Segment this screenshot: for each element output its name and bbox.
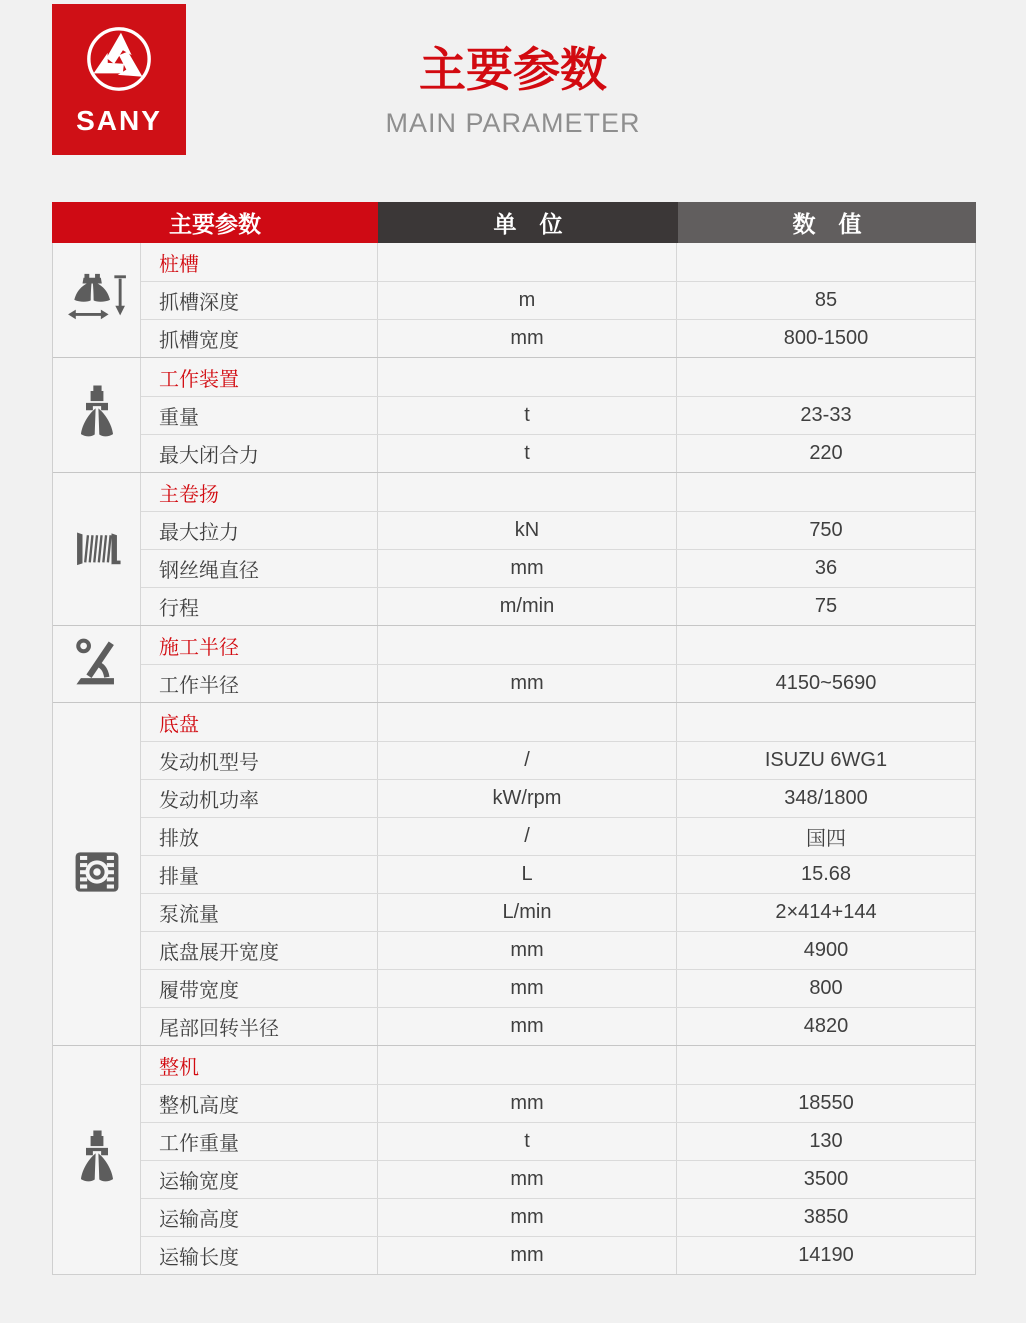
value-cell: 75 (814, 595, 838, 617)
section-rows (141, 703, 975, 1045)
value-cell: ISUZU 6WG1 (764, 749, 888, 771)
table-header-row (52, 202, 976, 243)
table-row (141, 319, 975, 357)
unit-cell: / (378, 742, 677, 779)
param-name-cell: 工作重量 (141, 1123, 378, 1160)
param-name-cell: 发动机功率 (141, 780, 378, 817)
unit-cell: mm (378, 1085, 677, 1122)
value-cell: 36 (814, 557, 838, 579)
unit-cell (378, 243, 677, 281)
unit-cell: m/min (378, 588, 677, 625)
param-name-cell: 履带宽度 (141, 970, 378, 1007)
table-section (53, 472, 975, 625)
unit-cell: mm (378, 1237, 677, 1274)
section-icon-cell (53, 703, 141, 1045)
value-cell: 800 (809, 977, 843, 999)
unit-cell: mm (378, 550, 677, 587)
page-header (0, 44, 1026, 139)
unit-cell (378, 626, 677, 664)
table-row (141, 1160, 975, 1198)
param-name-cell: 行程 (141, 588, 378, 625)
table-row (141, 396, 975, 434)
value-cell (677, 1046, 975, 1084)
param-name-cell: 抓槽宽度 (141, 320, 378, 357)
section-title: 主卷扬 (141, 473, 378, 511)
value-cell: 18550 (798, 1092, 854, 1114)
table-row (141, 549, 975, 587)
section-title: 施工半径 (141, 626, 378, 664)
param-name-cell: 工作半径 (141, 665, 378, 702)
param-name-cell: 尾部回转半径 (141, 1008, 378, 1045)
unit-cell (378, 473, 677, 511)
value-cell: 23-33 (800, 404, 852, 426)
table-row (141, 511, 975, 549)
page-title: 主要参数 (419, 43, 607, 96)
value-cell (677, 626, 975, 664)
section-rows (141, 243, 975, 357)
value-cell: 4150~5690 (775, 672, 877, 694)
table-row (141, 779, 975, 817)
unit-cell (378, 1046, 677, 1084)
radius-icon (72, 636, 122, 693)
table-section (53, 357, 975, 472)
table-row (141, 1198, 975, 1236)
value-cell (677, 358, 975, 396)
param-name-cell: 排量 (141, 856, 378, 893)
table-row (141, 587, 975, 625)
table-row (141, 626, 975, 664)
value-cell (677, 473, 975, 511)
column-header-unit: 单 位 (378, 202, 678, 243)
section-rows (141, 1046, 975, 1274)
table-row (141, 893, 975, 931)
section-icon-cell (53, 473, 141, 625)
table-section (53, 1045, 975, 1274)
unit-cell: mm (378, 320, 677, 357)
unit-cell (378, 358, 677, 396)
section-rows (141, 626, 975, 702)
brand-logo-text: SANY (76, 104, 162, 136)
param-name-cell: 运输宽度 (141, 1161, 378, 1198)
section-title: 桩槽 (141, 243, 378, 281)
param-name-cell: 运输长度 (141, 1237, 378, 1274)
param-name-cell: 重量 (141, 397, 378, 434)
value-cell: 2×414+144 (775, 901, 877, 923)
unit-cell: t (378, 397, 677, 434)
unit-cell: mm (378, 932, 677, 969)
grab-tool-icon (75, 383, 119, 448)
section-rows (141, 358, 975, 472)
value-cell: 750 (809, 519, 843, 541)
grab-tool-icon (75, 1128, 119, 1193)
table-row (141, 473, 975, 511)
section-rows (141, 473, 975, 625)
value-cell: 3500 (803, 1168, 849, 1190)
param-name-cell: 钢丝绳直径 (141, 550, 378, 587)
unit-cell: kW/rpm (378, 780, 677, 817)
section-icon-cell (53, 1046, 141, 1274)
unit-cell: mm (378, 970, 677, 1007)
value-cell: 14190 (798, 1244, 854, 1266)
unit-cell: L/min (378, 894, 677, 931)
value-cell: 220 (809, 442, 843, 464)
track-icon (72, 850, 122, 899)
unit-cell: m (378, 282, 677, 319)
table-section (53, 702, 975, 1045)
table-section (53, 243, 975, 357)
table-row (141, 358, 975, 396)
value-cell: 800-1500 (783, 327, 869, 349)
table-row (141, 741, 975, 779)
table-body (52, 243, 976, 1275)
param-name-cell: 发动机型号 (141, 742, 378, 779)
table-row (141, 434, 975, 472)
winch-icon (68, 525, 126, 574)
section-icon-cell (53, 626, 141, 702)
unit-cell (378, 703, 677, 741)
value-cell: 4900 (803, 939, 849, 961)
unit-cell: t (378, 435, 677, 472)
page-subtitle: MAIN PARAMETER (385, 108, 641, 138)
param-name-cell: 泵流量 (141, 894, 378, 931)
table-row (141, 703, 975, 741)
param-name-cell: 抓槽深度 (141, 282, 378, 319)
column-header-parameter: 主要参数 (52, 202, 378, 243)
value-cell (677, 243, 975, 281)
value-cell: 15.68 (800, 863, 852, 885)
table-row (141, 1122, 975, 1160)
value-cell: 130 (809, 1130, 843, 1152)
spec-table (52, 202, 976, 1275)
unit-cell: mm (378, 1161, 677, 1198)
unit-cell: kN (378, 512, 677, 549)
section-icon-cell (53, 358, 141, 472)
table-row (141, 1236, 975, 1274)
table-row (141, 1007, 975, 1045)
param-name-cell: 排放 (141, 818, 378, 855)
unit-cell: / (378, 818, 677, 855)
table-section (53, 625, 975, 702)
unit-cell: mm (378, 665, 677, 702)
value-cell: 85 (814, 289, 838, 311)
table-row (141, 664, 975, 702)
column-header-value: 数 值 (678, 202, 976, 243)
section-title: 工作装置 (141, 358, 378, 396)
unit-cell: mm (378, 1199, 677, 1236)
table-row (141, 281, 975, 319)
grab-dimensions-icon (66, 271, 128, 330)
table-row (141, 817, 975, 855)
value-cell: 国四 (806, 828, 846, 850)
param-name-cell: 整机高度 (141, 1085, 378, 1122)
section-icon-cell (53, 243, 141, 357)
unit-cell: mm (378, 1008, 677, 1045)
param-name-cell: 运输高度 (141, 1199, 378, 1236)
table-row (141, 931, 975, 969)
table-row (141, 855, 975, 893)
param-name-cell: 底盘展开宽度 (141, 932, 378, 969)
unit-cell: L (378, 856, 677, 893)
section-title: 底盘 (141, 703, 378, 741)
value-cell: 4820 (803, 1015, 849, 1037)
unit-cell: t (378, 1123, 677, 1160)
value-cell: 348/1800 (784, 787, 868, 809)
value-cell: 3850 (803, 1206, 849, 1228)
table-row (141, 1084, 975, 1122)
table-row (141, 243, 975, 281)
section-title: 整机 (141, 1046, 378, 1084)
value-cell (677, 703, 975, 741)
table-row (141, 1046, 975, 1084)
param-name-cell: 最大闭合力 (141, 435, 378, 472)
table-row (141, 969, 975, 1007)
param-name-cell: 最大拉力 (141, 512, 378, 549)
